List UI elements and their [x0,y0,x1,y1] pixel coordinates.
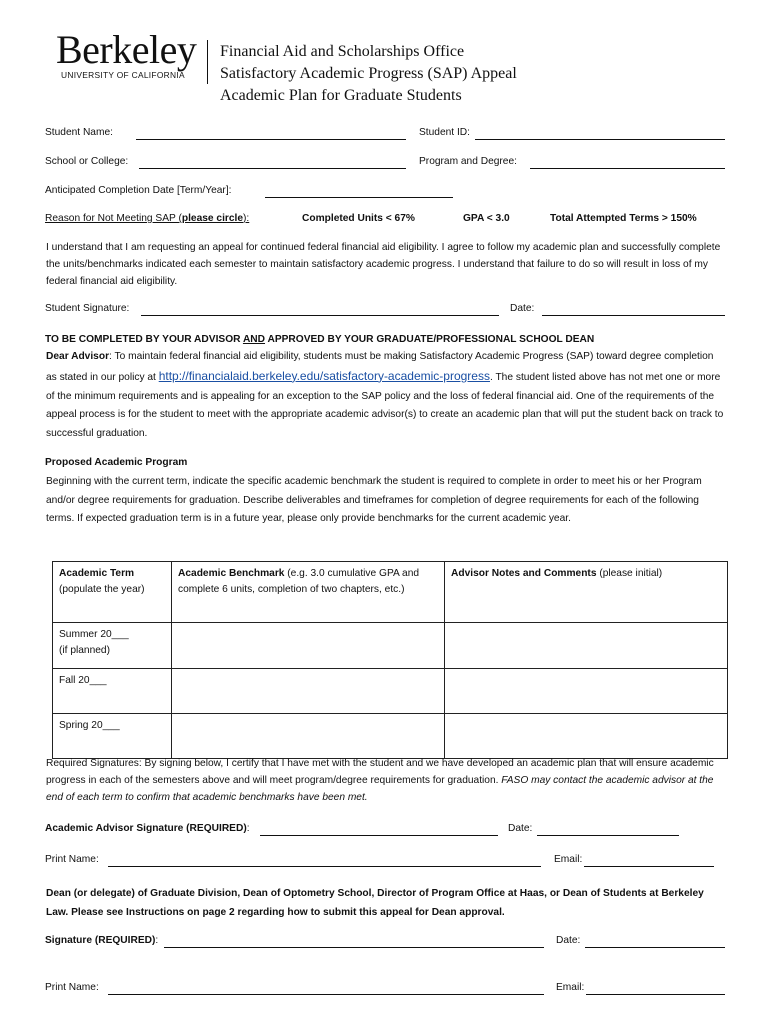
completion-date-field[interactable] [265,197,453,198]
dean-signature-label: Signature (REQUIRED): [45,935,159,946]
advisor-section-heading: TO BE COMPLETED BY YOUR ADVISOR AND APPROVED BY YOUR GRADUATE/PROFESSIONAL SCHOOL DEAN [45,334,595,345]
academic-plan-table [52,561,728,759]
student-signature-field[interactable] [141,315,499,316]
advisor-instructions: Dear Advisor: To maintain federal financial aid eligibility, students must be making Satisfactory Academic Progress (SAP) toward degree completion as stated in our policy at http://financialaid.berkeley.edu/satisfactory-academic-progress. The student listed above has not met one or more of the minimum requirements and is appealing for an exception to the SAP policy and the loss of federal financial aid. One of the requirements of the appeal process is for the student to meet with the appropriate academic advisor(s) to create an academic plan that will put the student back on track to successful graduation. [46,351,724,440]
student-name-field[interactable] [136,139,406,140]
table-row [53,623,728,669]
school-label: School or College: [45,156,129,167]
reason-option-terms[interactable]: Total Attempted Terms > 150% [550,213,697,224]
sap-policy-link[interactable]: http://financialaid.berkeley.edu/satisfactory-academic-progress [158,368,490,383]
notes-cell[interactable] [445,623,728,669]
term-cell: Summer 20___ (if planned) [53,623,172,669]
student-name-label: Student Name: [45,127,113,138]
advisor-signature-label: Academic Advisor Signature (REQUIRED): [45,823,250,834]
notes-cell[interactable] [445,714,728,759]
student-statement: I understand that I am requesting an appeal for continued federal financial aid eligibility. I agree to follow my academic plan and successfully complete the units/benchmarks indicated each semester to maintain satisfactory academic progress. I understand that failure to do so will result in loss of my federal financial aid eligibility. [46,242,721,287]
reason-label: Reason for Not Meeting SAP (please circle): [45,213,250,224]
program-degree-label: Program and Degree: [419,156,517,167]
dean-date-label: Date: [556,935,581,946]
table-row [53,669,728,714]
dean-email-label: Email: [556,982,585,993]
term-cell: Spring 20___ [53,714,172,759]
berkeley-logo-subtitle: UNIVERSITY OF CALIFORNIA [61,70,185,80]
dean-email-field[interactable] [586,994,725,995]
dean-print-name-field[interactable] [108,994,544,995]
proposed-program-heading: Proposed Academic Program [45,457,188,468]
header-academic-benchmark: Academic Benchmark (e.g. 3.0 cumulative GPA and complete 6 units, completion of two chapters, etc.) [172,562,445,623]
dean-print-name-label: Print Name: [45,982,99,993]
notes-cell[interactable] [445,669,728,714]
benchmark-cell[interactable] [172,623,445,669]
proposed-program-text: Beginning with the current term, indicate the specific academic benchmark the student is required to complete in order to meet his or her Program and/or degree requirements for graduation. Describe deliverables and timeframes for completion of degree requirements for each of the following terms. If expected graduation term is in a future year, please only provide benchmarks for the current academic year. [46,476,702,524]
term-cell: Fall 20___ [53,669,172,714]
school-field[interactable] [139,168,406,169]
logo-divider [207,40,208,84]
table-row [53,714,728,759]
advisor-email-field[interactable] [584,866,714,867]
student-id-label: Student ID: [419,127,470,138]
form-title-line-3: Academic Plan for Graduate Students [220,87,462,104]
advisor-print-name-label: Print Name: [45,854,99,865]
advisor-email-label: Email: [554,854,583,865]
benchmark-cell[interactable] [172,669,445,714]
dean-signature-field[interactable] [164,947,544,948]
advisor-signature-field[interactable] [260,835,498,836]
berkeley-logo-wordmark: Berkeley [56,27,197,72]
reason-option-units[interactable]: Completed Units < 67% [302,213,415,224]
advisor-date-label: Date: [508,823,533,834]
dean-date-field[interactable] [585,947,725,948]
student-signature-label: Student Signature: [45,303,130,314]
header-academic-term: Academic Term (populate the year) [53,562,172,623]
student-id-field[interactable] [475,139,725,140]
student-date-label: Date: [510,303,535,314]
required-signatures-text: Required Signatures: By signing below, I certify that I have met with the student and we have developed an academic plan that will ensure academic progress in each of the semesters above and will meet program/degree requirements for graduation. FASO may contact the academic advisor at the end of each term to confirm that academic benchmarks have been met. [46,758,714,803]
form-title-line-2: Satisfactory Academic Progress (SAP) Appeal [220,65,517,82]
dean-instructions: Dean (or delegate) of Graduate Division, Dean of Optometry School, Director of Program Office at Haas, or Dean of Students at Berkeley Law. Please see Instructions on page 2 regarding how to submit this appeal for Dean approval. [46,888,704,918]
form-title-line-1: Financial Aid and Scholarships Office [220,43,465,60]
advisor-date-field[interactable] [537,835,679,836]
benchmark-cell[interactable] [172,714,445,759]
reason-option-gpa[interactable]: GPA < 3.0 [463,213,510,224]
header-advisor-notes: Advisor Notes and Comments (please initial) [445,562,728,623]
program-degree-field[interactable] [530,168,725,169]
student-date-field[interactable] [542,315,725,316]
completion-date-label: Anticipated Completion Date [Term/Year]: [45,185,232,196]
advisor-print-name-field[interactable] [108,866,541,867]
table-header-row [53,562,728,623]
